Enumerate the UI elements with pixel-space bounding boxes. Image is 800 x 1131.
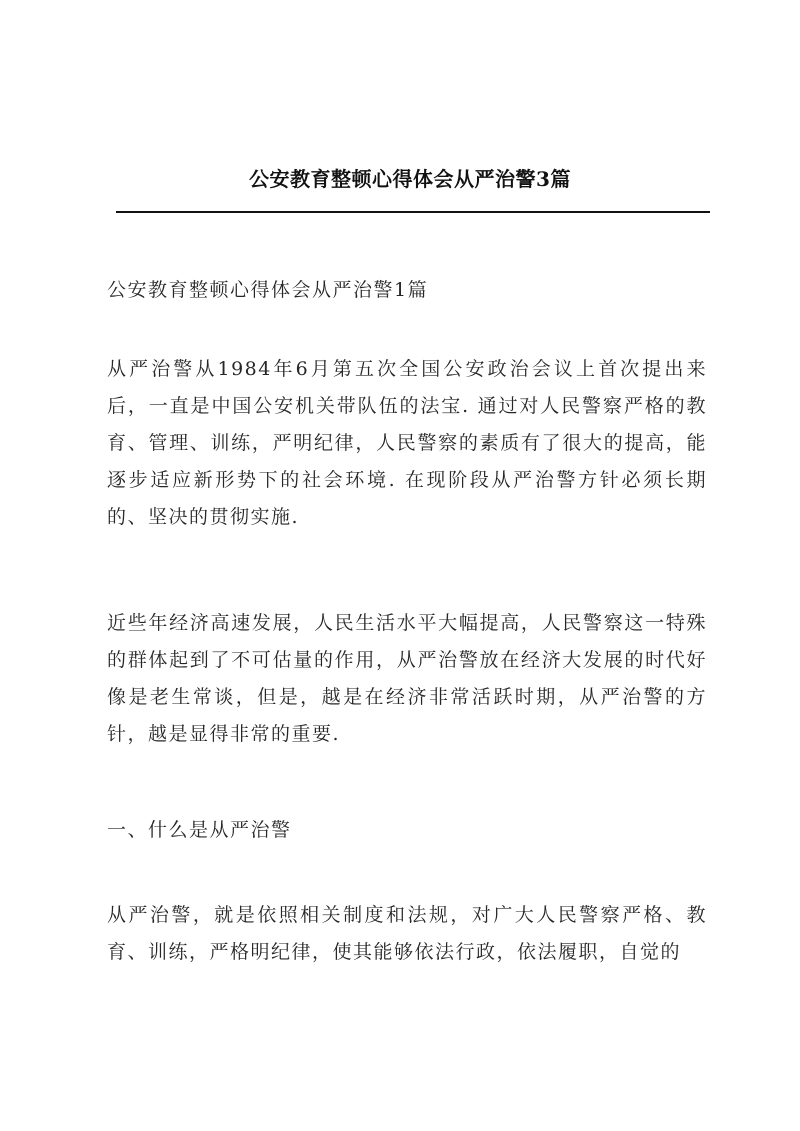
body-paragraph: 从严治警从1984年6月第五次全国公安政治会议上首次提出来后，一直是中国公安机关带队伍的法宝. 通过对人民警察严格的教育、管理、训练，严明纪律，人民警察的素质有了很大的提高，能逐步适应新形势下的社会环境. 在现阶段从严治警方针必须长期的、坚决的贯彻实施.: [107, 358, 707, 528]
title-underline: [116, 211, 710, 213]
document-title: 公安教育整顿心得体会从严治警3篇: [249, 167, 571, 191]
body-paragraph: 从严治警，就是依照相关制度和法规，对广大人民警察严格、教育、训练，严格明纪律，使其能够依法行政，依法履职，自觉的: [107, 904, 707, 963]
subsection-heading: 一、什么是从严治警: [107, 819, 292, 841]
body-paragraph: 近些年经济高速发展，人民生活水平大幅提高，人民警察这一特殊的群体起到了不可估量的作用，从严治警放在经济大发展的时代好像是老生常谈，但是，越是在经济非常活跃时期，从严治警的方针，越是显得非常的重要.: [107, 612, 707, 745]
section-heading: 公安教育整顿心得体会从严治警1篇: [107, 279, 429, 301]
